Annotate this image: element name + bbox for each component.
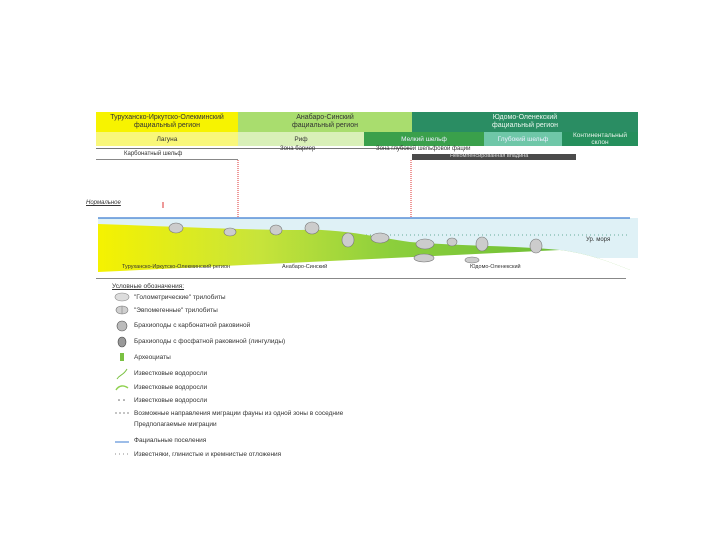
legend-item: Археоциаты bbox=[114, 352, 171, 362]
baseline bbox=[96, 278, 626, 279]
legend-item: Брахиоподы с карбонатной раковиной bbox=[114, 320, 250, 330]
algae-icon bbox=[114, 368, 130, 378]
zone1-title: Туруханско-Иркутско-Олекминский фациальный регион bbox=[96, 112, 238, 132]
bar4-label: Некомпенсированная впадина bbox=[450, 153, 529, 159]
subzone-slope: Континентальный склон bbox=[562, 132, 638, 146]
dotline-icon bbox=[114, 449, 130, 459]
legend-item: Брахиоподы с фосфатной раковиной (лингулиды) bbox=[114, 336, 285, 346]
trilobite-icon bbox=[114, 305, 130, 315]
subzone-lagoon: Лагуна bbox=[96, 132, 238, 146]
zone2-title: Анабаро-Синский фациальный регион bbox=[238, 112, 412, 132]
bar-line-1 bbox=[96, 148, 238, 149]
legend-item: Известняки, глинистые и кремнистые отложения bbox=[114, 449, 281, 459]
subzone-deep: Глубокий шельф bbox=[484, 132, 562, 146]
legend-item: Фациальные поселения bbox=[114, 435, 206, 445]
legend-item: "Эвпомегенные" трилобиты bbox=[114, 305, 218, 315]
subzone-reef: Риф bbox=[238, 132, 364, 146]
bar2-label: Зона бариер bbox=[280, 146, 316, 152]
legend-item: Возможные направления миграции фауны из одной зоны в соседние bbox=[114, 408, 343, 418]
dots-icon bbox=[114, 395, 130, 405]
algae2-icon bbox=[114, 382, 130, 392]
subzone-shallow: Мелкий шельф bbox=[364, 132, 484, 146]
legend-item: Известковые водоросли bbox=[114, 368, 207, 378]
archaeocyath-icon bbox=[114, 352, 130, 362]
level-label: Нормальное bbox=[86, 200, 121, 206]
bar1-label: Карбонатный шельф bbox=[124, 151, 183, 157]
facies-profile bbox=[80, 160, 640, 280]
sea-level-label: Ур. моря bbox=[586, 237, 611, 243]
profile-label-right: Юдомо-Оленекский bbox=[470, 264, 521, 270]
zone3-title: Юдомо-Оленекский фациальный регион bbox=[412, 112, 638, 132]
brachiopod-phosphate-icon bbox=[114, 336, 130, 346]
profile-label-mid: Анабаро-Синский bbox=[282, 264, 328, 270]
bar3-label: Зона глубокой шельфовой фации bbox=[376, 146, 471, 152]
legend-item: "Голометрические" трилобиты bbox=[114, 292, 226, 302]
brachiopod-icon bbox=[114, 320, 130, 330]
profile-label-left: Туруханско-Иркутско-Олекминский регион bbox=[122, 264, 231, 270]
legend-title: Условные обозначения: bbox=[112, 283, 185, 290]
shell-icon bbox=[114, 292, 130, 302]
line-icon bbox=[114, 435, 130, 445]
dash-icon bbox=[114, 408, 130, 418]
legend-item: Известковые водоросли bbox=[114, 395, 207, 405]
legend-item: Известковые водоросли bbox=[114, 382, 207, 392]
legend-item: Предполагаемые миграции bbox=[134, 421, 217, 428]
